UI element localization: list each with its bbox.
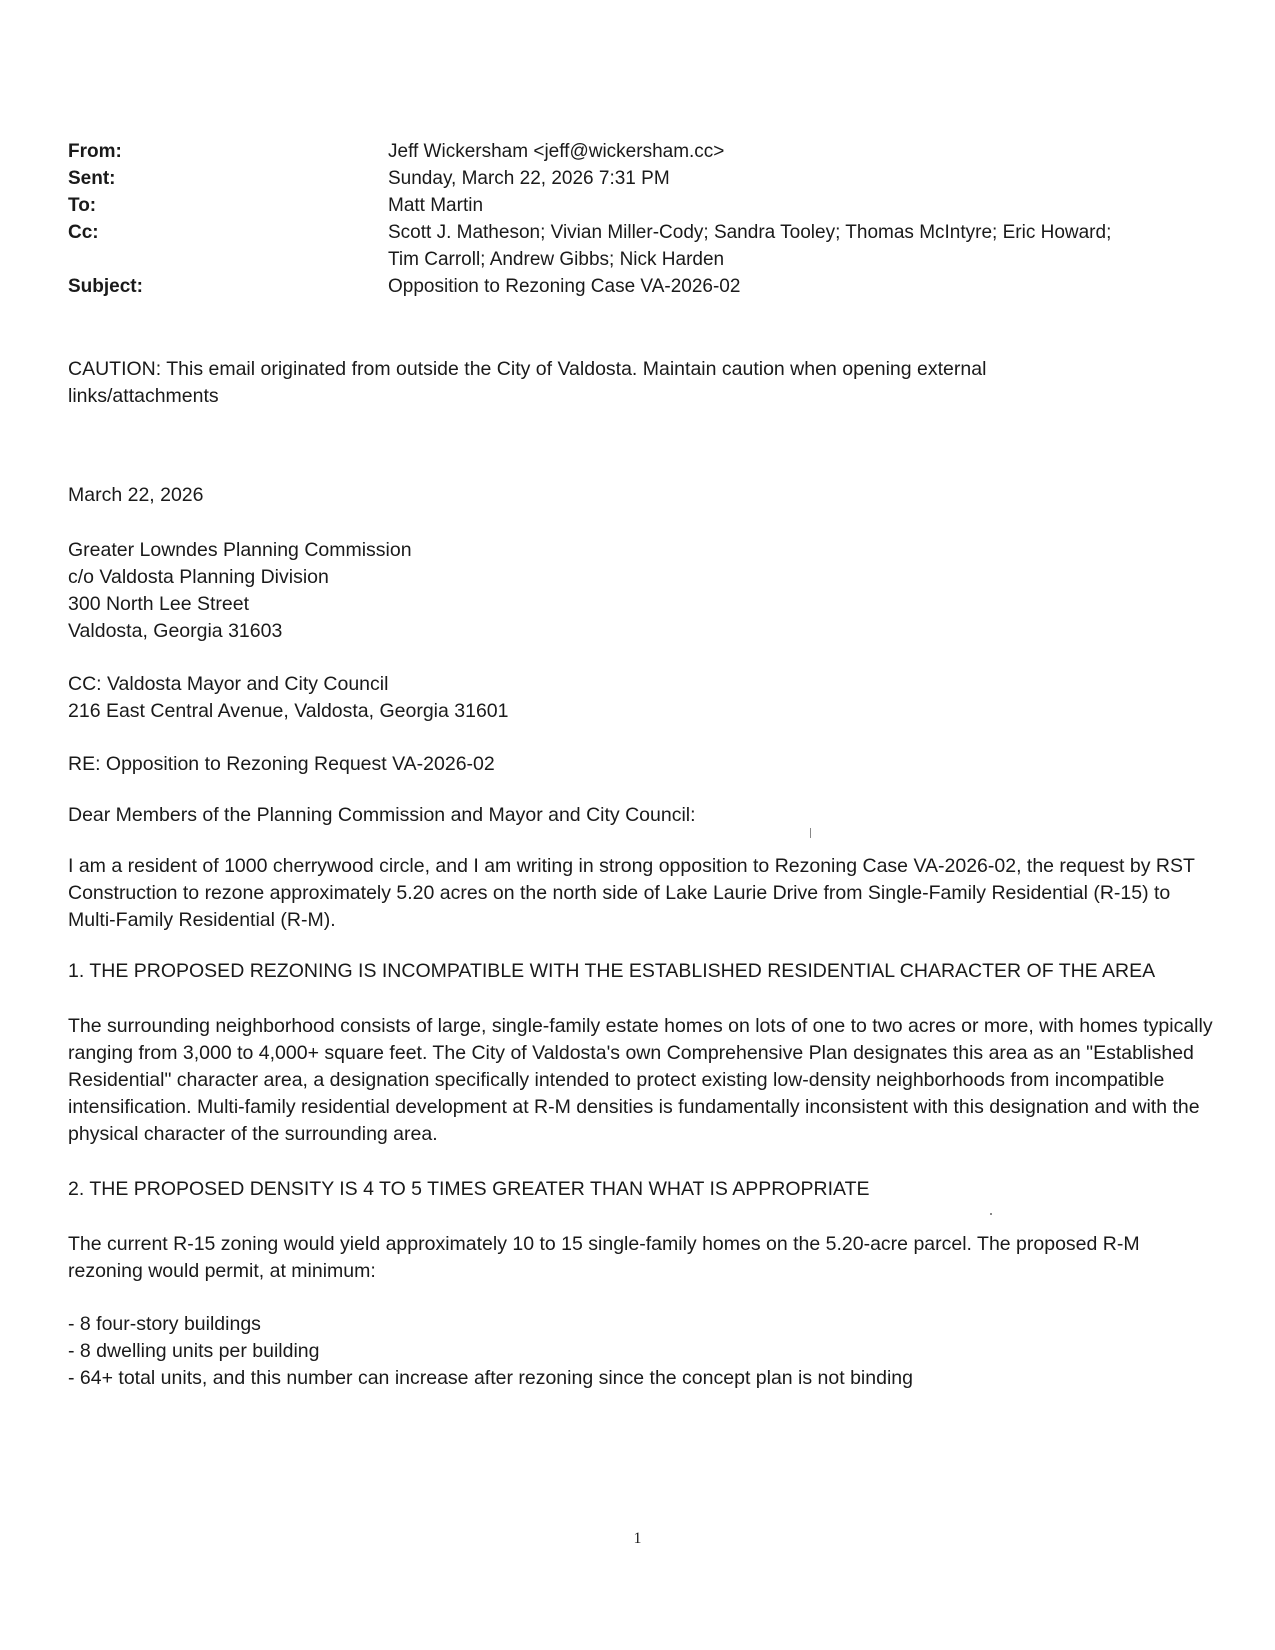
salutation: Dear Members of the Planning Commission and Mayor and City Council: <box>68 804 696 826</box>
cc-row <box>68 219 1208 273</box>
letter-body <box>68 356 1213 1392</box>
subject-row <box>68 273 1208 300</box>
addressee-block <box>68 537 1213 645</box>
page-number: 1 <box>633 1530 642 1547</box>
cc-value <box>388 219 1208 273</box>
scan-artifact <box>990 1213 992 1215</box>
caution-notice: CAUTION: This email originated from outside the City of Valdosta. Maintain caution when opening external links/attachments <box>68 358 987 407</box>
from-value: Jeff Wickersham <jeff@wickersham.cc> <box>388 141 725 162</box>
section-2-body: The current R-15 zoning would yield approximately 10 to 15 single-family homes on the 5.20-acre parcel. The proposed R-M rezoning would permit, at minimum: <box>68 1233 1140 1282</box>
scan-artifact <box>810 828 811 838</box>
cc-block-line: CC: Valdosta Mayor and City Council <box>68 673 389 695</box>
re-line: RE: Opposition to Rezoning Request VA-2026-02 <box>68 753 495 775</box>
sent-row <box>68 165 1208 192</box>
from-label: From: <box>68 141 122 162</box>
addressee-line: 300 North Lee Street <box>68 593 250 615</box>
section-1-body: The surrounding neighborhood consists of large, single-family estate homes on lots of one to two acres or more, with homes typically ranging from 3,000 to 4,000+ square feet. The City of Valdosta's own Comprehensive Plan designates this area as an "Established Residential" character area, a designation specifically intended to protect existing low-density neighborhoods from incompatible intensification. Multi-family residential development at R-M densities is fundamentally inconsistent with this designation and with the physical character of the surrounding area. <box>68 1015 1213 1145</box>
bullet-list <box>68 1311 1213 1392</box>
cc-block-line: 216 East Central Avenue, Valdosta, Georgia 31601 <box>68 700 509 722</box>
subject-label: Subject: <box>68 276 143 297</box>
cc-label: Cc: <box>68 222 99 243</box>
section-1-heading: 1. THE PROPOSED REZONING IS INCOMPATIBLE WITH THE ESTABLISHED RESIDENTIAL CHARACTER OF THE AREA <box>68 960 1156 982</box>
section-2-heading: 2. THE PROPOSED DENSITY IS 4 TO 5 TIMES GREATER THAN WHAT IS APPROPRIATE <box>68 1178 870 1200</box>
cc-line-2: Tim Carroll; Andrew Gibbs; Nick Harden <box>388 249 725 270</box>
addressee-line: Greater Lowndes Planning Commission <box>68 539 412 561</box>
list-item: - 8 dwelling units per building <box>68 1340 320 1362</box>
email-header <box>68 138 1208 300</box>
to-row <box>68 192 1208 219</box>
to-label: To: <box>68 195 97 216</box>
cc-block <box>68 671 1213 725</box>
to-value: Matt Martin <box>388 195 484 216</box>
addressee-line: c/o Valdosta Planning Division <box>68 566 329 588</box>
list-item: - 64+ total units, and this number can increase after rezoning since the concept plan is not binding <box>68 1367 913 1389</box>
cc-line-1: Scott J. Matheson; Vivian Miller-Cody; Sandra Tooley; Thomas McIntyre; Eric Howard; <box>388 222 1112 243</box>
list-item: - 8 four-story buildings <box>68 1313 261 1335</box>
sent-value: Sunday, March 22, 2026 7:31 PM <box>388 168 670 189</box>
intro-paragraph: I am a resident of 1000 cherrywood circle, and I am writing in strong opposition to Rezoning Case VA-2026-02, the request by RST Construction to rezone approximately 5.20 acres on the north side of Lake Laurie Drive from Single-Family Residential (R-15) to Multi-Family Residential (R-M). <box>68 855 1195 931</box>
from-row <box>68 138 1208 165</box>
subject-value: Opposition to Rezoning Case VA-2026-02 <box>388 276 741 297</box>
sent-label: Sent: <box>68 168 116 189</box>
letter-date: March 22, 2026 <box>68 484 204 506</box>
addressee-line: Valdosta, Georgia 31603 <box>68 620 283 642</box>
